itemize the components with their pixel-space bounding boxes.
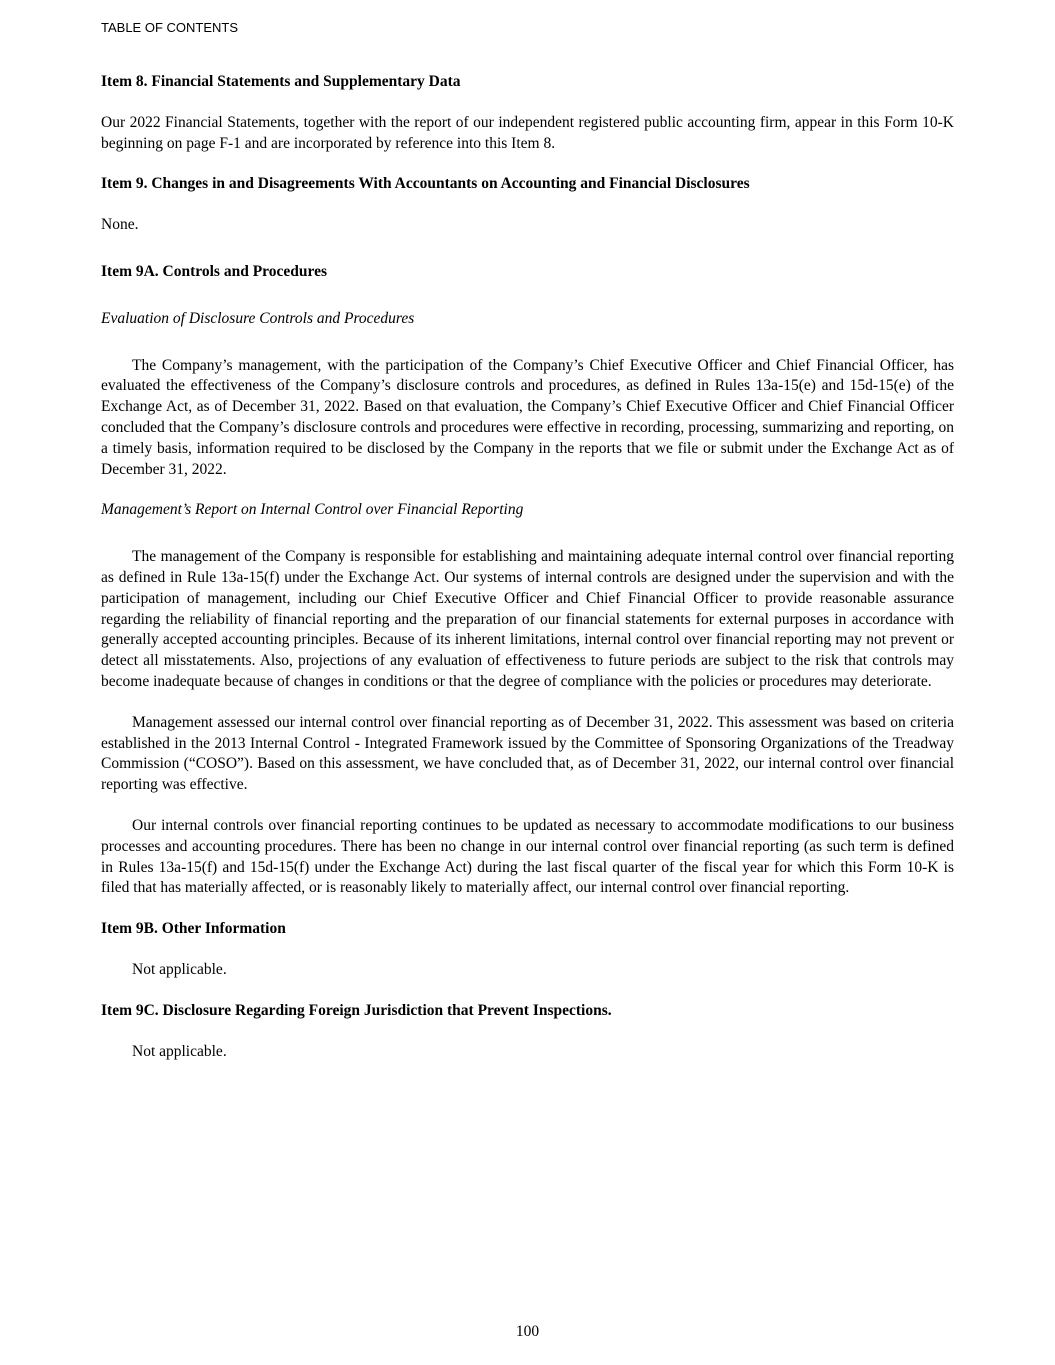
item9-heading: Item 9. Changes in and Disagreements With Accountants on Accounting and Financial Disclosures <box>101 175 750 193</box>
item9a-subheading-evaluation: Evaluation of Disclosure Controls and Procedures <box>101 309 415 327</box>
item8-heading: Item 8. Financial Statements and Supplementary Data <box>101 73 461 90</box>
item9b-heading: Item 9B. Other Information <box>101 920 286 938</box>
item9-paragraph: None. <box>101 216 139 234</box>
item8-paragraph: Our 2022 Financial Statements, together with the report of our independent registered public accounting firm, appear in this Form 10-K beginning on page F-1 and are incorporated by reference into this Item 8. <box>101 113 954 152</box>
item9b-paragraph: Not applicable. <box>132 960 227 978</box>
item9a-paragraph-changes: Our internal controls over financial reporting continues to be updated as necessary to accommodate modifications to our business processes and accounting procedures. There has been no change in our internal control over financial reporting (as such term is defined in Rules 13a-15(f) and 15d-15(f) under the Exchange Act) during the last fiscal quarter of the fiscal year for which this Form 10-K is filed that has materially affected, or is reasonably likely to materially affect, our internal control over financial reporting. <box>101 816 954 897</box>
item9a-heading: Item 9A. Controls and Procedures <box>101 262 328 280</box>
item9a-paragraph-evaluation: The Company’s management, with the participation of the Company’s Chief Executive Officer and Chief Financial Officer, has evaluated the effectiveness of the Company’s disclosure controls and procedures, as defined in Rules 13a-15(e) and 15d-15(e) of the Exchange Act, as of December 31, 2022. Based on that evaluation, the Company’s Chief Executive Officer and Chief Financial Officer concluded that the Company’s disclosure controls and procedures were effective in recording, processing, summarizing and reporting, on a timely basis, information required to be disclosed by the Company in the reports that we file or submit under the Exchange Act as of December 31, 2022. <box>101 356 954 478</box>
page-number: 100 <box>515 1323 540 1340</box>
item9c-paragraph: Not applicable. <box>132 1042 227 1060</box>
table-of-contents-link[interactable]: TABLE OF CONTENTS <box>101 20 238 35</box>
item9a-paragraph-assessment: Management assessed our internal control over financial reporting as of December 31, 2022. This assessment was based on criteria established in the 2013 Internal Control - Integrated Framework issued by the Committee of Sponsoring Organizations of the Treadway Commission (“COSO”). Based on this assessment, we have concluded that, as of December 31, 2022, our internal control over financial reporting was effective. <box>101 713 954 794</box>
item9a-subheading-management-report: Management’s Report on Internal Control over Financial Reporting <box>101 501 524 519</box>
item9c-heading: Item 9C. Disclosure Regarding Foreign Jurisdiction that Prevent Inspections. <box>101 1001 612 1019</box>
document-body <box>101 72 954 1082</box>
item9a-paragraph-management-responsibility: The management of the Company is responsible for establishing and maintaining adequate internal control over financial reporting as defined in Rule 13a-15(f) under the Exchange Act. Our systems of internal controls are designed under the supervision and with the participation of management, including our Chief Executive Officer and Chief Financial Officer to provide reasonable assurance regarding the reliability of financial reporting and the preparation of our financial statements for external purposes in accordance with generally accepted accounting principles. Because of its inherent limitations, internal control over financial reporting may not prevent or detect all misstatements. Also, projections of any evaluation of effectiveness to future periods are subject to the risk that controls may become inadequate because of changes in conditions or that the degree of compliance with the policies or procedures may deteriorate. <box>101 548 954 690</box>
